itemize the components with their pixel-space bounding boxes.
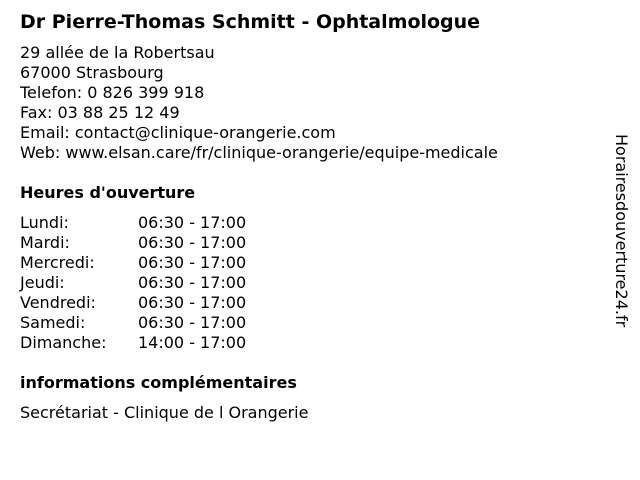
city-postcode: 67000 Strasbourg xyxy=(20,63,164,82)
day-label: Dimanche: xyxy=(20,333,107,352)
time-range: 14:00 - 17:00 xyxy=(138,333,247,352)
hours-row-dimanche xyxy=(20,333,280,353)
day-label: Mercredi: xyxy=(20,253,95,272)
email-address: Email: contact@clinique-orangerie.com xyxy=(20,123,336,142)
hours-row-samedi xyxy=(20,313,280,333)
additional-info-heading: informations complémentaires xyxy=(20,373,297,392)
street-address: 29 allée de la Robertsau xyxy=(20,43,215,62)
page-title: Dr Pierre-Thomas Schmitt - Ophtalmologue xyxy=(20,11,481,33)
time-range: 06:30 - 17:00 xyxy=(138,293,247,312)
hours-row-mercredi xyxy=(20,253,280,273)
day-label: Mardi: xyxy=(20,233,70,252)
day-label: Vendredi: xyxy=(20,293,96,312)
hours-row-mardi xyxy=(20,233,280,253)
website-url: Web: www.elsan.care/fr/clinique-orangerie/equipe-medicale xyxy=(20,143,498,162)
time-range: 06:30 - 17:00 xyxy=(138,233,247,252)
site-watermark: Horairesdouverture24.fr xyxy=(612,134,631,328)
fax-number: Fax: 03 88 25 12 49 xyxy=(20,103,180,122)
opening-hours-table xyxy=(20,213,280,353)
day-label: Lundi: xyxy=(20,213,69,232)
phone-number: Telefon: 0 826 399 918 xyxy=(20,83,205,102)
day-label: Jeudi: xyxy=(20,273,65,292)
hours-row-lundi xyxy=(20,213,280,233)
additional-info-text: Secrétariat - Clinique de l Orangerie xyxy=(20,403,309,422)
time-range: 06:30 - 17:00 xyxy=(138,213,247,232)
hours-row-vendredi xyxy=(20,293,280,313)
day-label: Samedi: xyxy=(20,313,86,332)
contact-block xyxy=(20,43,498,163)
time-range: 06:30 - 17:00 xyxy=(138,273,247,292)
time-range: 06:30 - 17:00 xyxy=(138,313,247,332)
opening-hours-heading: Heures d'ouverture xyxy=(20,183,196,202)
time-range: 06:30 - 17:00 xyxy=(138,253,247,272)
hours-row-jeudi xyxy=(20,273,280,293)
